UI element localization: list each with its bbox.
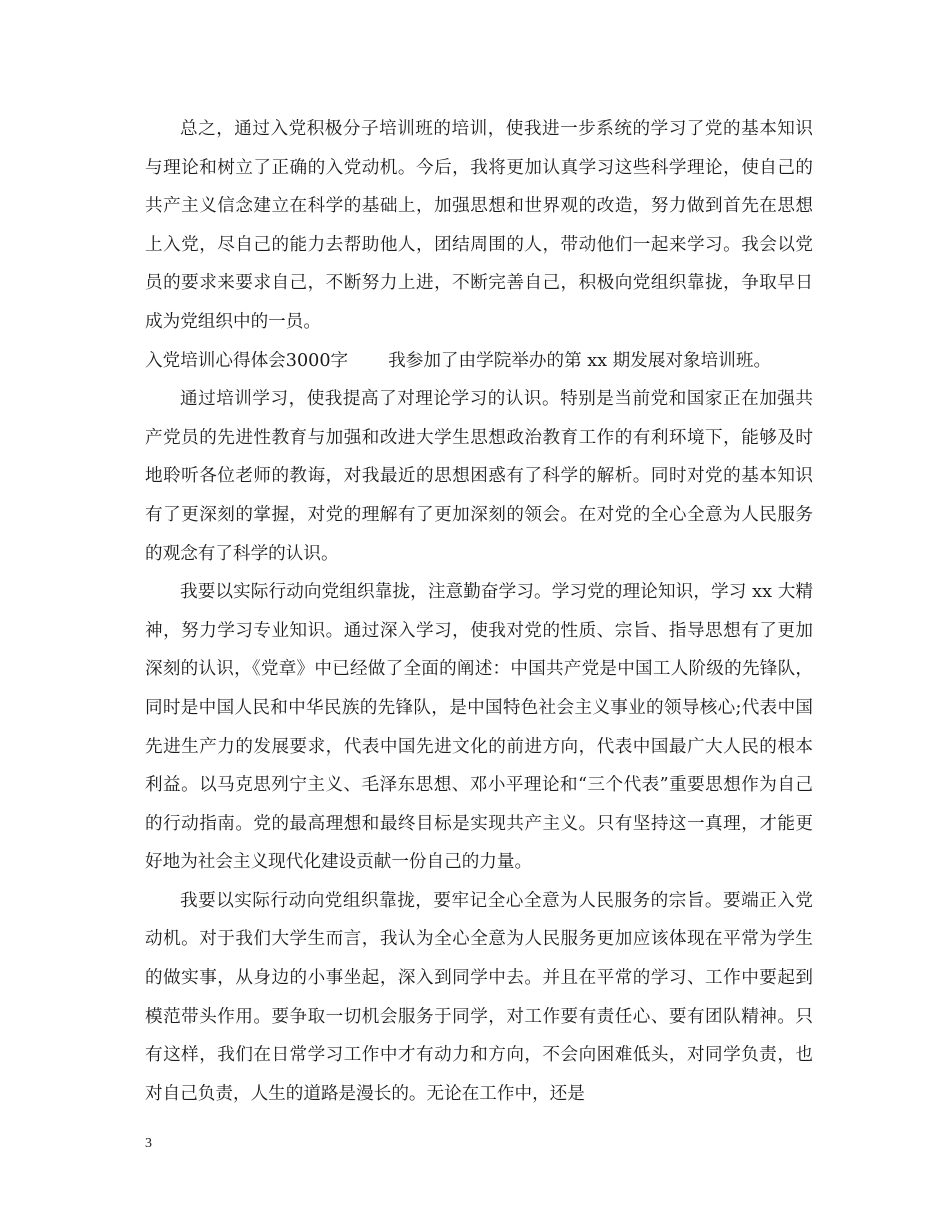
paragraph-conclusion: 总之，通过入党积极分子培训班的培训，使我进一步系统的学习了党的基本知识与理论和树立了正确的入党动机。今后，我将更加认真学习这些科学理论，使自己的共产主义信念建立在科学的基础上，加强思想和世界观的改造，努力做到首先在思想上入党，尽自己的能力去帮助他人，团结周围的人，带动他们一起来学习。我会以党员的要求来要求自己，不断努力上进，不断完善自己，积极向党组织靠拢，争取早日成为党组织中的一员。 (145, 119, 813, 332)
article-heading-line (145, 342, 813, 381)
paragraph-training-understanding: 通过培训学习，使我提高了对理论学习的认识。特别是当前党和国家正在加强共产党员的先进性教育与加强和改进大学生思想政治教育工作的有利环境下，能够及时地聆听各位老师的教诲，对我最近的思想困惑有了科学的解析。同时对党的基本知识有了更深刻的掌握，对党的理解有了更加深刻的领会。在对党的全心全意为人民服务的观念有了科学的认识。 (145, 389, 813, 564)
article-title: 入党培训心得体会3000字 (145, 350, 349, 371)
paragraph-study-diligently: 我要以实际行动向党组织靠拢，注意勤奋学习。学习党的理论知识，学习 xx 大精神，努力学习专业知识。通过深入学习，使我对党的性质、宗旨、指导思想有了更加深刻的认识，《党章》中已经做了全面的阐述：中国共产党是中国工人阶级的先锋队，同时是中国人民和中华民族的先锋队，是中国特色社会主义事业的领导核心;代表中国先进生产力的发展要求，代表中国先进文化的前进方向，代表中国最广大人民的根本利益。以马克思列宁主义、毛泽东思想、邓小平理论和“三个代表”重要思想作为自己的行动指南。党的最高理想和最终目标是实现共产主义。只有坚持这一真理，才能更好地为社会主义现代化建设贡献一份自己的力量。 (145, 582, 813, 873)
page-number: 3 (145, 1136, 152, 1151)
paragraph-serve-people: 我要以实际行动向党组织靠拢，要牢记全心全意为人民服务的宗旨。要端正入党动机。对于我们大学生而言，我认为全心全意为人民服务更加应该体现在平常为学生的做实事，从身边的小事坐起，深入到同学中去。并且在平常的学习、工作中要起到模范带头作用。要争取一切机会服务于同学，对工作要有责任心、要有团队精神。只有这样，我们在日常学习工作中才有动力和方向，不会向困难低头，对同学负责，也对自己负责，人生的道路是漫长的。无论在工作中，还是 (145, 890, 813, 1104)
document-body (145, 110, 813, 1113)
article-lead-sentence: 我参加了由学院举办的第 xx 期发展对象培训班。 (388, 350, 772, 371)
